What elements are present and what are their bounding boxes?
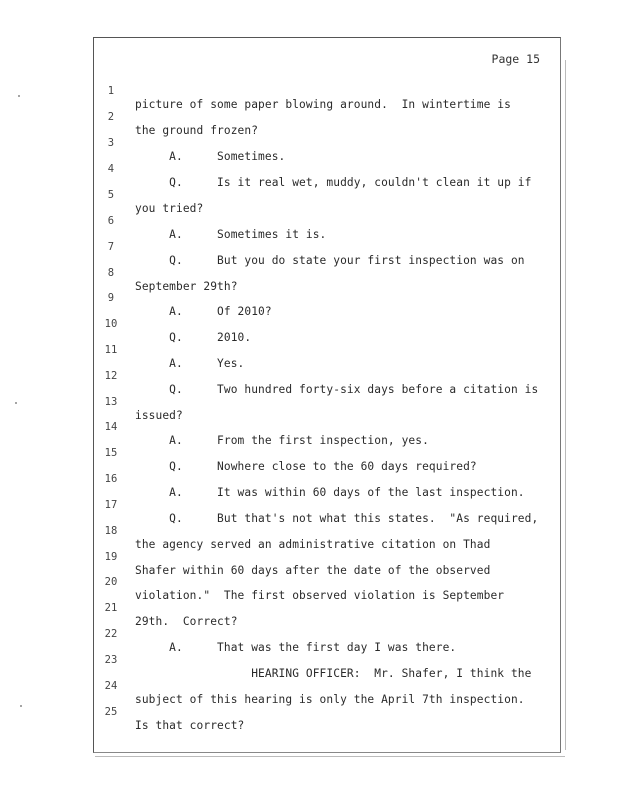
line-number: 17 [104,499,118,511]
transcript-line [100,228,555,267]
transcript-line [100,693,555,732]
transcript-line [100,72,555,111]
line-number: 2 [107,111,115,123]
transcript-line [100,254,555,293]
line-text: subject of this hearing is only the April 7th inspection. [135,693,525,706]
transcript-line [100,202,555,241]
line-number: 6 [107,215,115,227]
line-number: 24 [104,680,118,692]
line-number: 10 [104,318,118,330]
line-text: Q. Nowhere close to the 60 days required? [135,460,477,473]
transcript-line [100,279,555,318]
transcript-line [100,512,555,551]
scan-speck [20,705,22,707]
transcript-line [100,357,555,396]
line-text: violation." The first observed violation is September [135,589,505,602]
line-text: A. That was the first day I was there. [135,641,457,654]
line-number: 25 [104,706,118,718]
line-number: 23 [104,654,118,666]
scan-speck [18,95,20,97]
line-text: picture of some paper blowing around. In wintertime is [135,98,511,111]
line-number: 3 [107,137,115,149]
transcript-line [100,538,555,577]
transcript-line [100,460,555,499]
line-text: 29th. Correct? [135,615,238,628]
line-text: A. Sometimes. [135,150,286,163]
line-number: 21 [104,602,118,614]
transcript-line [100,641,555,680]
line-number: 12 [104,370,118,382]
transcript-line [100,176,555,215]
scan-edge-line [95,756,565,757]
transcript-line [100,150,555,189]
line-number: 1 [107,85,115,97]
transcript-line [100,305,555,344]
line-text: the agency served an administrative citation on Thad [135,538,491,551]
line-number: 11 [104,344,118,356]
transcript-line [100,486,555,525]
line-text: A. Of 2010? [135,305,272,318]
transcript-line [100,589,555,628]
transcript-line [100,667,555,706]
page-number: Page 15 [491,52,540,66]
line-number: 9 [107,292,115,304]
line-number: 20 [104,576,118,588]
transcript-line [100,434,555,473]
scan-speck [15,402,17,404]
line-text: Q. Two hundred forty-six days before a citation is [135,383,539,396]
line-number: 18 [104,525,118,537]
line-text: Shafer within 60 days after the date of the observed [135,564,491,577]
line-text: you tried? [135,202,204,215]
line-text: Q. 2010. [135,331,252,344]
line-text: A. Yes. [135,357,245,370]
transcript-line [100,408,555,447]
line-text: issued? [135,409,183,422]
transcript-line [100,124,555,163]
line-number: 8 [107,267,115,279]
line-number: 22 [104,628,118,640]
line-text: the ground frozen? [135,124,259,137]
line-text: Q. But that's not what this states. "As required, [135,512,539,525]
line-text: September 29th? [135,280,238,293]
transcript-line [100,563,555,602]
line-text: A. It was within 60 days of the last inspection. [135,486,525,499]
line-number: 5 [107,189,115,201]
line-text: HEARING OFFICER: Mr. Shafer, I think the [135,667,532,680]
line-text: A. Sometimes it is. [135,228,327,241]
line-text: A. From the first inspection, yes. [135,434,429,447]
transcript-line [100,98,555,137]
line-number: 16 [104,473,118,485]
transcript-line [100,331,555,370]
line-text: Is that correct? [135,719,245,732]
transcript-line [100,383,555,422]
scan-edge-line [565,60,566,750]
line-text: Q. Is it real wet, muddy, couldn't clean it up if [135,176,532,189]
line-number: 19 [104,551,118,563]
transcript-line [100,615,555,654]
line-number: 15 [104,447,118,459]
line-number: 7 [107,241,115,253]
line-number: 4 [107,163,115,175]
line-number: 13 [104,396,118,408]
line-text: Q. But you do state your first inspection was on [135,254,525,267]
line-number: 14 [104,421,118,433]
